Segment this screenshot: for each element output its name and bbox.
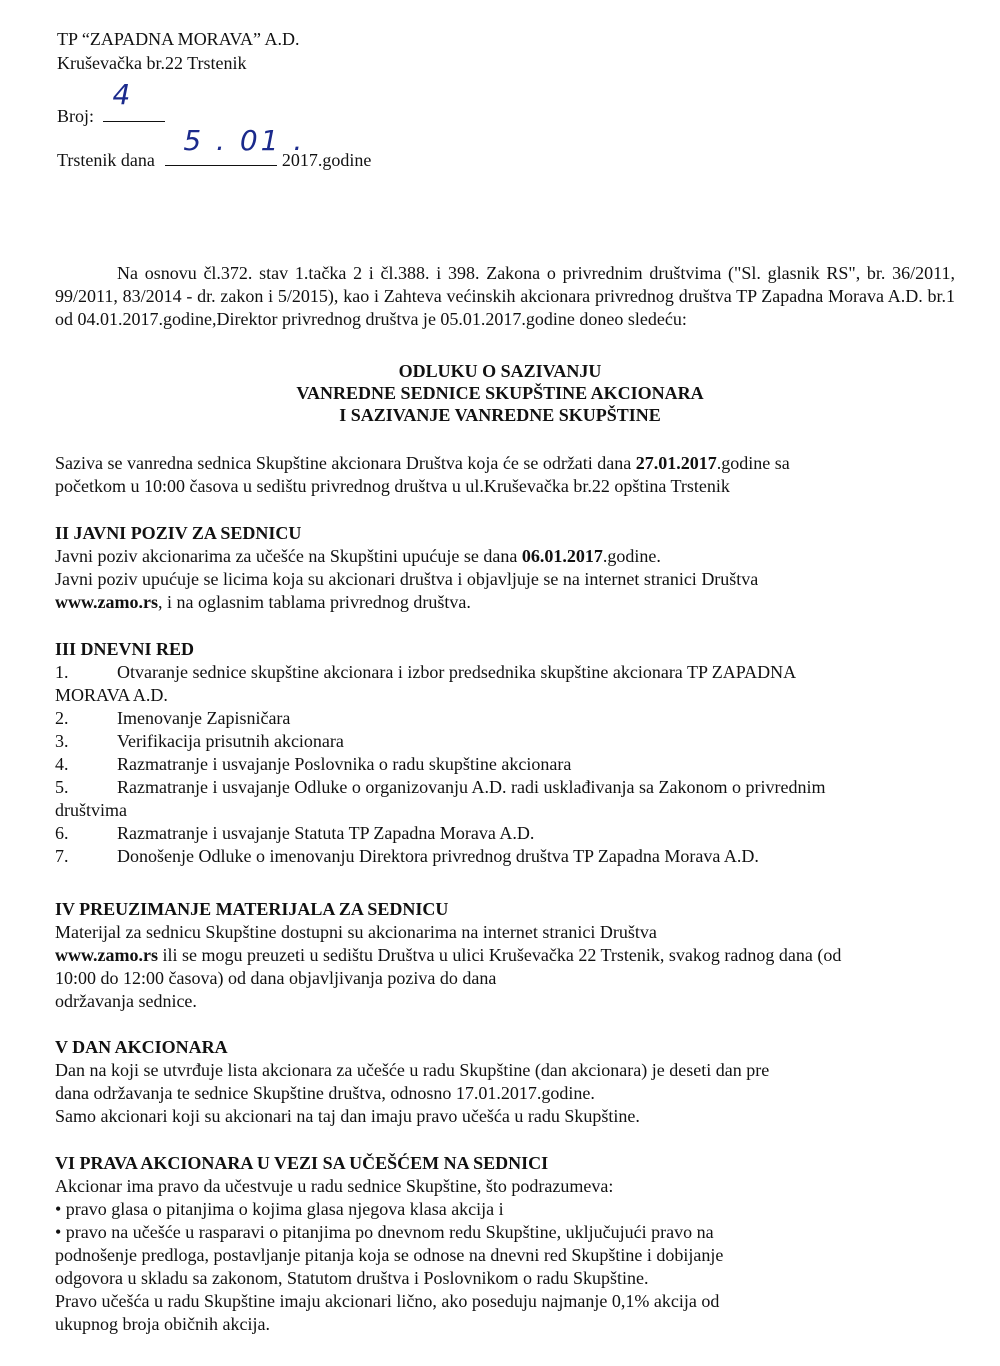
agenda-item-number: 1. xyxy=(55,662,69,682)
agenda-item-text: Verifikacija prisutnih akcionara xyxy=(117,731,344,751)
document-title-line3: I SAZIVANJE VANREDNE SKUPŠTINE xyxy=(339,405,661,425)
section-materials xyxy=(55,898,955,1013)
rights-line1: Akcionar ima pravo da učestvuje u radu sednice Skupštine, što podrazumeva: xyxy=(55,1176,614,1196)
public-call-text: Javni poziv akcionarima za učešće na Skupštini upućuje se dana xyxy=(55,546,522,566)
agenda-item-number: 4. xyxy=(55,754,69,774)
company-name: TP “ZAPADNA MORAVA” A.D. xyxy=(57,29,300,49)
rights-line5: odgovora u skladu sa zakonom, Statutom društva i Poslovnikom o radu Skupštine. xyxy=(55,1268,649,1288)
public-call-line2: Javni poziv upućuje se licima koja su akcionari društva i objavljuje se na internet stranici Društva xyxy=(55,569,759,589)
document-title-line2: VANREDNE SEDNICE SKUPŠTINE AKCIONARA xyxy=(296,383,704,403)
agenda-item xyxy=(55,845,955,868)
rights-line2: • pravo glasa o pitanjima o kojima glasa njegova klasa akcija i xyxy=(55,1199,504,1219)
agenda-item xyxy=(55,776,955,799)
materials-line1: Materijal za sednicu Skupštine dostupni su akcionarima na internet stranici Društva xyxy=(55,922,657,942)
agenda-item-text: Razmatranje i usvajanje Poslovnika o radu skupštine akcionara xyxy=(117,754,572,774)
materials-line2: ili se mogu preuzeti u sedištu Društva u ulici Kruševačka 22 Trstenik, svakog radnog dana (od xyxy=(157,945,842,965)
notice-text: Saziva se vanredna sednica Skupštine akcionara Društva koja će se održati dana xyxy=(55,453,636,473)
agenda-item-number: 6. xyxy=(55,823,69,843)
notice-text-end: .godine sa xyxy=(716,453,790,473)
shareholder-day-line2: dana održavanja te sednice Skupštine društva, odnosno 17.01.2017.godine. xyxy=(55,1083,595,1103)
rights-line3: • pravo na učešće u rasparavi o pitanjima po dnevnom redu Skupštine, uključujući pravo na xyxy=(55,1222,714,1242)
shareholder-day-line1: Dan na koji se utvrđuje lista akcionara za učešće u radu Skupštine (dan akcionara) je deseti dan pre xyxy=(55,1060,770,1080)
public-call-date: 06.01.2017 xyxy=(521,546,603,566)
date-handwritten: 5 . 01 . xyxy=(183,124,306,157)
date-suffix: 2017.godine xyxy=(281,150,372,170)
agenda-item xyxy=(55,661,955,684)
shareholder-day-line3: Samo akcionari koji su akcionari na taj dan imaju pravo učešća u radu Skupštine. xyxy=(55,1106,640,1126)
meeting-date: 27.01.2017 xyxy=(635,453,717,473)
rights-line4: podnošenje predloga, postavljanje pitanja koja se odnose na dnevni red Skupštine i dobijanje xyxy=(55,1245,724,1265)
section-heading: II JAVNI POZIV ZA SEDNICU xyxy=(55,523,302,543)
agenda-item xyxy=(55,707,955,730)
materials-line3: 10:00 do 12:00 časova) od dana objavljivanja poziva do dana xyxy=(55,968,497,988)
section-public-call xyxy=(55,522,955,614)
date-row xyxy=(57,124,372,172)
agenda-item-number: 3. xyxy=(55,731,69,751)
agenda-item xyxy=(55,730,955,753)
notice-line2: početkom u 10:00 časova u sedištu privrednog društva u ul.Kruševačka br.22 opština Trstenik xyxy=(55,476,730,496)
public-call-text-end: .godine. xyxy=(602,546,661,566)
section-shareholder-day xyxy=(55,1036,955,1128)
broj-label: Broj: xyxy=(57,106,95,126)
section-heading: V DAN AKCIONARA xyxy=(55,1037,228,1057)
website-link: www.zamo.rs xyxy=(55,945,158,965)
section-shareholder-rights xyxy=(55,1152,955,1336)
rights-line6: Pravo učešća u radu Skupštine imaju akcionari lično, ako poseduju najmanje 0,1% akcija od xyxy=(55,1291,720,1311)
agenda-item-number: 2. xyxy=(55,708,69,728)
agenda-item-continuation: društvima xyxy=(55,800,127,820)
meeting-notice xyxy=(55,452,955,498)
agenda-item-number: 5. xyxy=(55,777,69,797)
agenda-item-text: Donošenje Odluke o imenovanju Direktora privrednog društva TP Zapadna Morava A.D. xyxy=(117,846,759,866)
agenda-item-text: Razmatranje i usvajanje Odluke o organizovanju A.D. radi usklađivanja sa Zakonom o privrednim xyxy=(117,777,826,797)
date-label: Trstenik dana xyxy=(57,150,155,170)
date-field xyxy=(165,124,306,166)
agenda-item-continuation: MORAVA A.D. xyxy=(55,685,168,705)
broj-handwritten: 4 xyxy=(112,78,134,111)
document-title-line1: ODLUKU O SAZIVANJU xyxy=(398,361,602,381)
materials-line4: održavanja sednice. xyxy=(55,991,197,1011)
section-heading: III DNEVNI RED xyxy=(55,639,195,659)
section-heading: VI PRAVA AKCIONARA U VEZI SA UČEŠĆEM NA SEDNICI xyxy=(55,1153,549,1173)
agenda-item-text: Otvaranje sednice skupštine akcionara i izbor predsednika skupštine akcionara TP ZAPADNA xyxy=(117,662,797,682)
section-heading: IV PREUZIMANJE MATERIJALA ZA SEDNICU xyxy=(55,899,449,919)
public-call-line3: , i na oglasnim tablama privrednog društva. xyxy=(157,592,471,612)
agenda-item-number: 7. xyxy=(55,846,69,866)
section-agenda xyxy=(55,638,955,868)
agenda-list xyxy=(55,661,955,868)
agenda-item xyxy=(55,822,955,845)
intro-paragraph: Na osnovu čl.372. stav 1.tačka 2 i čl.388. i 398. Zakona o privrednim društvima ("Sl. glasnik RS", br. 36/2011, 99/2011, 83/2014 - dr. zakon i 5/2015), kao i Zahteva većinskih akcionara privrednog društva TP Zapadna Morava A.D. br.1 od 04.01.2017.godine,Direktor privrednog društva je 05.01.2017.godine doneo sledeću: xyxy=(55,263,955,329)
agenda-item-text: Razmatranje i usvajanje Statuta TP Zapadna Morava A.D. xyxy=(117,823,535,843)
agenda-item xyxy=(55,753,955,776)
website-link: www.zamo.rs xyxy=(55,592,158,612)
agenda-item-text: Imenovanje Zapisničara xyxy=(117,708,291,728)
broj-row xyxy=(57,78,165,128)
rights-line7: ukupnog broja običnih akcija. xyxy=(55,1314,270,1334)
company-address: Kruševačka br.22 Trstenik xyxy=(57,53,247,73)
broj-field xyxy=(103,78,165,122)
